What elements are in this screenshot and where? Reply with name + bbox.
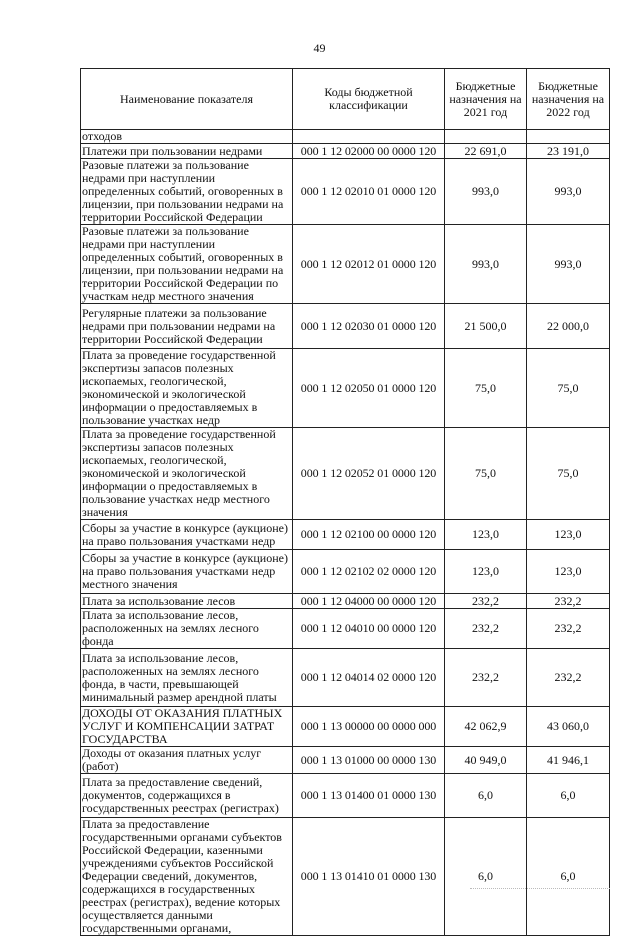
row-code: 000 1 13 01400 01 0000 130 [293,774,445,818]
header-name: Наименование показателя [81,69,293,130]
header-2022: Бюджетные назначения на 2022 год [527,69,610,130]
row-code: 000 1 12 02030 01 0000 120 [293,304,445,349]
row-2022: 23 191,0 [527,144,610,159]
row-name: Платежи при пользовании недрами [81,144,293,159]
row-2021: 6,0 [445,818,527,936]
table-row [81,774,610,818]
table-row [81,130,610,144]
row-code: 000 1 12 04014 02 0000 120 [293,649,445,707]
scan-artifact-divider [470,888,610,893]
row-2022: 232,2 [527,609,610,649]
row-2022 [527,130,610,144]
table-row [81,428,610,520]
row-2022: 75,0 [527,428,610,520]
row-2022: 123,0 [527,550,610,594]
row-2022: 993,0 [527,225,610,304]
row-name: Плата за проведение государственной экспертизы запасов полезных ископаемых, геологической, экономической и экологической информации о предоставляемых в пользование участках недр [81,349,293,428]
row-code: 000 1 12 02010 01 0000 120 [293,159,445,225]
row-name: Плата за предоставление сведений, документов, содержащихся в государственных реестрах (регистрах) [81,774,293,818]
row-name: ДОХОДЫ ОТ ОКАЗАНИЯ ПЛАТНЫХ УСЛУГ И КОМПЕНСАЦИИ ЗАТРАТ ГОСУДАРСТВА [81,707,293,747]
row-2021: 232,2 [445,649,527,707]
row-2021: 993,0 [445,159,527,225]
row-code: 000 1 13 01410 01 0000 130 [293,818,445,936]
row-2021: 75,0 [445,349,527,428]
row-2022: 232,2 [527,649,610,707]
page-number: 49 [313,41,326,55]
row-name: Регулярные платежи за пользование недрами при пользовании недрами на территории Российской Федерации [81,304,293,349]
table-header-row [81,69,610,130]
row-name: Плата за использование лесов [81,594,293,609]
row-2022: 6,0 [527,774,610,818]
row-name: Сборы за участие в конкурсе (аукционе) на право пользования участками недр [81,520,293,550]
table-row [81,594,610,609]
row-2022: 43 060,0 [527,707,610,747]
row-2022: 123,0 [527,520,610,550]
table-row [81,818,610,936]
row-code: 000 1 12 02012 01 0000 120 [293,225,445,304]
row-2021 [445,130,527,144]
row-name: Разовые платежи за пользование недрами при наступлении определенных событий, оговоренных в лицензии, при пользовании недрами на территории Российской Федерации [81,159,293,225]
row-code: 000 1 13 00000 00 0000 000 [293,707,445,747]
row-2021: 6,0 [445,774,527,818]
table-row [81,225,610,304]
row-2021: 22 691,0 [445,144,527,159]
row-2021: 993,0 [445,225,527,304]
row-2022: 6,0 [527,818,610,936]
row-2021: 232,2 [445,594,527,609]
row-code: 000 1 12 02000 00 0000 120 [293,144,445,159]
row-name: Плата за использование лесов, расположенных на землях лесного фонда [81,609,293,649]
row-code: 000 1 13 01000 00 0000 130 [293,747,445,774]
row-2021: 232,2 [445,609,527,649]
row-2022: 41 946,1 [527,747,610,774]
row-code: 000 1 12 04000 00 0000 120 [293,594,445,609]
row-code: 000 1 12 02100 00 0000 120 [293,520,445,550]
table-row [81,747,610,774]
row-code: 000 1 12 04010 00 0000 120 [293,609,445,649]
table-row [81,520,610,550]
table-row [81,144,610,159]
row-2021: 42 062,9 [445,707,527,747]
row-name: Плата за проведение государственной экспертизы запасов полезных ископаемых, геологической, экономической и экологической информации о предоставляемых в пользование участках недр местного значения [81,428,293,520]
row-code [293,130,445,144]
table-row [81,550,610,594]
row-code: 000 1 12 02052 01 0000 120 [293,428,445,520]
row-name: Плата за предоставление государственными органами субъектов Российской Федерации, казенными учреждениями субъектов Российской Федерации сведений, документов, содержащихся в государственных реестрах (регистрах), ведение которых осуществляется данными государственными органами, [81,818,293,936]
table-row [81,159,610,225]
row-code: 000 1 12 02102 02 0000 120 [293,550,445,594]
row-2021: 21 500,0 [445,304,527,349]
row-code: 000 1 12 02050 01 0000 120 [293,349,445,428]
row-2022: 993,0 [527,159,610,225]
row-2021: 75,0 [445,428,527,520]
row-name: Доходы от оказания платных услуг (работ) [81,747,293,774]
table-row [81,649,610,707]
header-2021: Бюджетные назначения на 2021 год [445,69,527,130]
row-2021: 123,0 [445,520,527,550]
row-name: Сборы за участие в конкурсе (аукционе) на право пользования участками недр местного значения [81,550,293,594]
row-2021: 123,0 [445,550,527,594]
table-row [81,609,610,649]
row-name: Плата за использование лесов, расположенных на землях лесного фонда, в части, превышающей минимальный размер арендной платы [81,649,293,707]
table-row [81,707,610,747]
header-code: Коды бюджетной классификации [293,69,445,130]
table-row [81,349,610,428]
table-row [81,304,610,349]
row-2022: 22 000,0 [527,304,610,349]
row-name: отходов [81,130,293,144]
row-name: Разовые платежи за пользование недрами при наступлении определенных событий, оговоренных в лицензии, при пользовании недрами на территории Российской Федерации по участкам недр местного значения [81,225,293,304]
row-2021: 40 949,0 [445,747,527,774]
row-2022: 75,0 [527,349,610,428]
row-2022: 232,2 [527,594,610,609]
budget-table [80,68,610,936]
